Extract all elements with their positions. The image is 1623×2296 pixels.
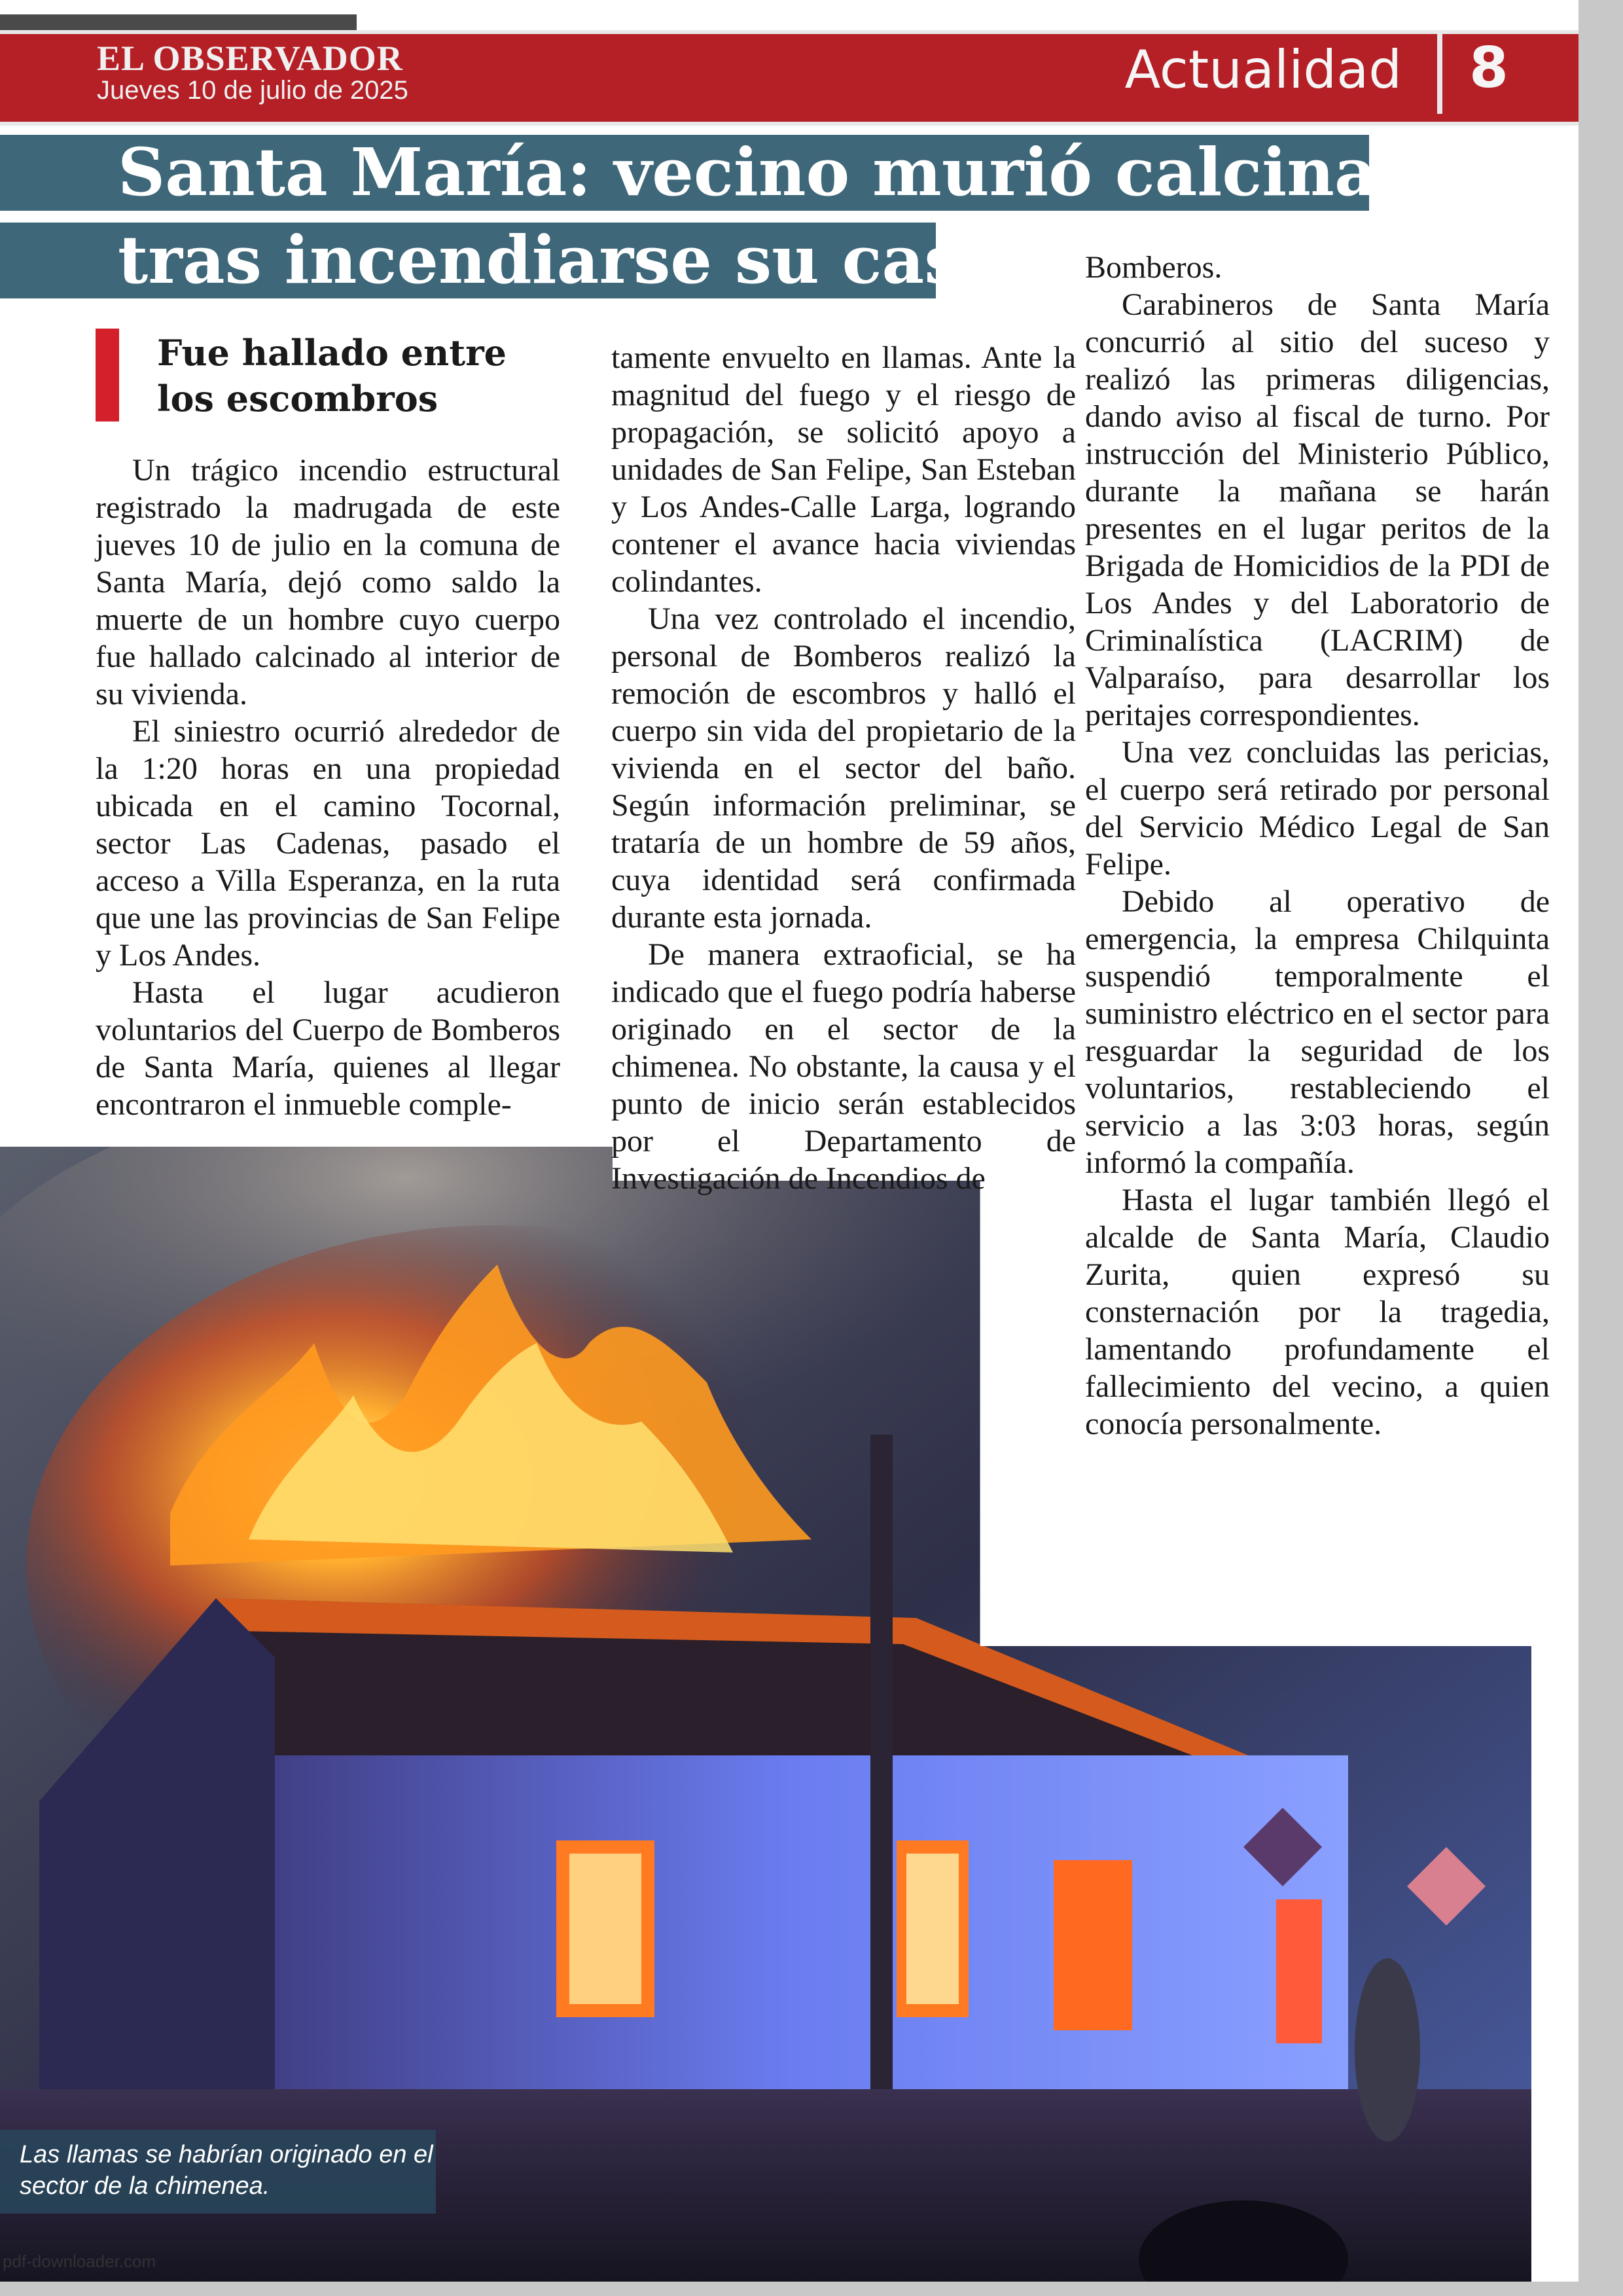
paragraph: El siniestro ocurrió alrededor de la 1:20 horas en una propiedad ubicada en el camino Tocornal, sector Las Cadenas, pasado el acceso a Villa Esperanza, en la ruta que une las provincias de San Felipe y Los Andes.: [96, 714, 560, 973]
photo-caption-box: [0, 2130, 436, 2214]
headline-line-2: tras incendiarse su casa: [0, 223, 936, 298]
section-name: Actualidad: [1124, 39, 1402, 100]
paragraph: Hasta el lugar acudieron voluntarios del Cuerpo de Bomberos de Santa María, quienes al llegar encontraron el inmueble comple-: [96, 975, 560, 1122]
masthead-divider: [1437, 34, 1442, 114]
photo-caption: Las llamas se habrían originado en el sector de la chimenea.: [20, 2141, 433, 2200]
paragraph: Bomberos.: [1085, 250, 1222, 285]
article-column-1: [96, 452, 560, 1123]
paper-name: EL OBSERVADOR: [97, 39, 403, 78]
kicker-line-2: los escombros: [157, 378, 438, 420]
paragraph: Una vez concluidas las pericias, el cuerpo será retirado por personal del Servicio Médico Legal de San Felipe.: [1085, 735, 1550, 882]
headline-line-1: Santa María: vecino murió calcinado: [0, 135, 1369, 211]
paragraph: Un trágico incendio estructural registrado la madrugada de este jueves 10 de julio en la comuna de Santa María, dejó como saldo la muerte de un hombre cuyo cuerpo fue hallado calcinado al interior de su vivienda.: [96, 453, 560, 711]
paragraph: Carabineros de Santa María concurrió al sitio del suceso y realizó las primeras diligencias, dando aviso al fiscal de turno. Por instrucción del Ministerio Público, durante la mañana se harán presentes en el lugar peritos de la Brigada de Homicidios de la PDI de Los Andes y del Laboratorio de Criminalística (LACRIM) de Valparaíso, para desarrollar los peritajes correspondientes.: [1085, 287, 1550, 732]
article-column-2: [611, 339, 1076, 1197]
paragraph: tamente envuelto en llamas. Ante la magnitud del fuego y el riesgo de propagación, se solicitó apoyo a unidades de San Felipe, San Esteban y Los Andes-Calle Larga, logrando contener el avance hacia viviendas colindantes.: [611, 340, 1076, 599]
kicker-marker: [96, 329, 119, 422]
issue-date: Jueves 10 de julio de 2025: [97, 76, 408, 105]
paragraph: De manera extraoficial, se ha indicado que el fuego podría haberse originado en el sector de la chimenea. No obstante, la causa y el punto de inicio serán establecidos por el Departamento de Investigación de Incendios de: [611, 937, 1076, 1196]
watermark: pdf-downloader.com: [3, 2251, 156, 2271]
paragraph: Hasta el lugar también llegó el alcalde de Santa María, Claudio Zurita, quien expresó su consternación por la tragedia, lamentando profundamente el fallecimiento del vecino, a quien conocía personalmente.: [1085, 1183, 1550, 1441]
article-column-3: [1085, 249, 1550, 1443]
masthead-accent: [0, 14, 357, 30]
kicker-line-1: Fue hallado entre: [157, 332, 507, 374]
paragraph: Debido al operativo de emergencia, la empresa Chilquinta suspendió temporalmente el suministro eléctrico en el sector para resguardar la seguridad de los voluntarios, restableciendo el servicio a las 3:03 horas, según informó la compañía.: [1085, 884, 1550, 1180]
page-number: 8: [1469, 35, 1508, 101]
kicker: [157, 330, 550, 422]
paragraph: Una vez controlado el incendio, personal de Bomberos realizó la remoción de escombros y halló el cuerpo sin vida del propietario de la vivienda en el sector del baño. Según información preliminar, se trataría de un hombre de 59 años, cuya identidad será confirmada durante esta jornada.: [611, 601, 1076, 935]
